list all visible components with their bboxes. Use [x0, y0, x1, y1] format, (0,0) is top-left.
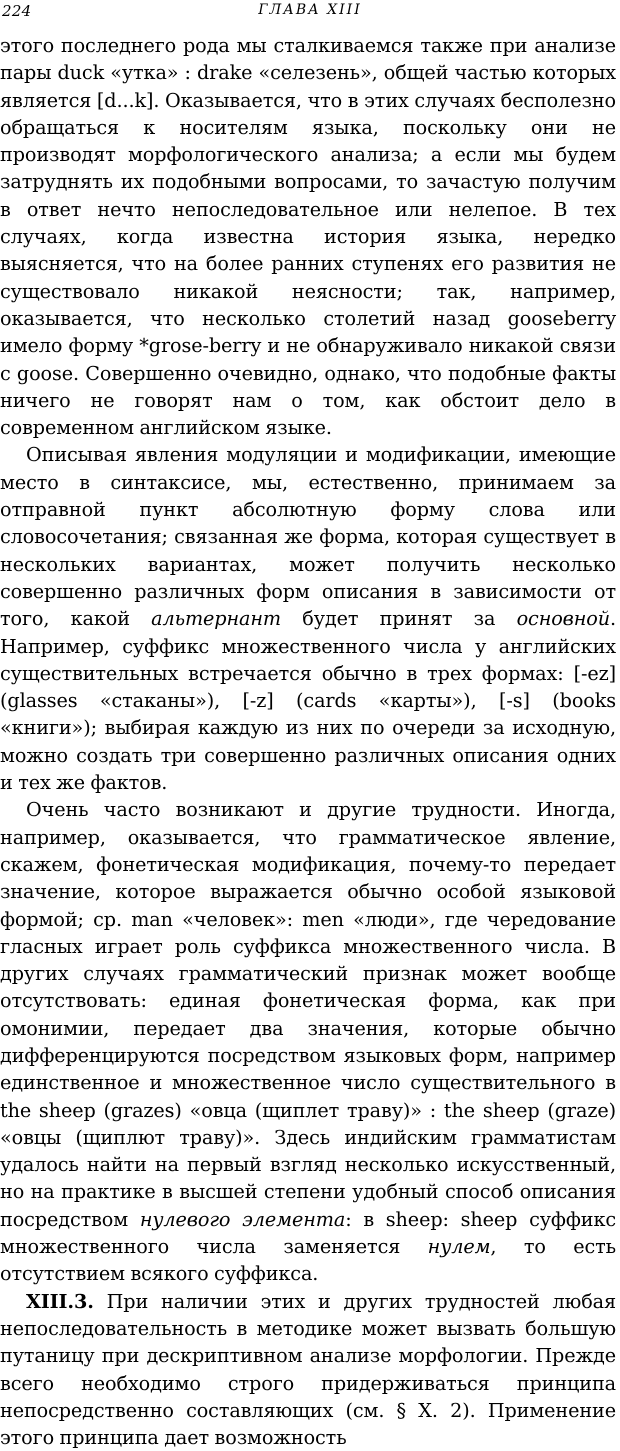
chapter-title: ГЛАВА XIII [258, 2, 362, 18]
paragraph-3-text-3: , то есть отсутствием всякого суффикса. [0, 1235, 616, 1286]
term-alternant: альтернант [151, 607, 281, 631]
paragraph-1-text: этого последнего рода мы сталкиваемся также при анализе пары duck «утка» : drake «селезень», общей частью которых является [d...k]. Оказывается, что в этих случаях бесполезно обращаться к носителям языка, поскольку они не производят морфологического анализа; а если мы будем затруднять их подобными вопросами, то зачастую получим в ответ нечто непоследовательное или нелепое. В тех случаях, когда известна история языка, нередко выясняется, что на более ранних ступенях его развития не существовало никакой неясности; так, например, оказывается, что несколько столетий назад gooseberry имело форму *grose-berry и не обнаруживало никакой связи с goose. Совершенно очевидно, однако, что подобные факты ничего не говорят нам о том, как обстоит дело в современном английском языке. [0, 34, 616, 440]
term-zero: нулем [427, 1235, 491, 1259]
paragraph-3-text-2: : в sheep: sheep суффикс множественного числа заменяется [0, 1207, 616, 1259]
term-osnovnoi: основной [516, 607, 610, 631]
section-label: XIII.3. [26, 1289, 94, 1313]
paragraph-4-text: При наличии этих и других трудностей любая непоследовательность в методике может вызвать большую путаницу при дескриптивном анализе морфологии. Прежде всего необходимо строго придерживаться принципа непосредственно составляющих (см. § X. 2). Применение этого принципа дает возможность [0, 1289, 616, 1450]
term-zero-element: нулевого элемента [139, 1207, 346, 1231]
paragraph-2-text-1: Описывая явления модуляции и модификации, имеющие место в синтаксисе, мы, естественно, принимаем за отправной пункт абсолютную форму слова или словосочетания; связанная же форма, которая существует в нескольких вариантах, может получить несколько совершенно различных форм описания в зависимости от того, какой [0, 443, 616, 631]
running-head [0, 2, 620, 24]
paragraph-3 [0, 796, 616, 1287]
paragraph-1 [0, 32, 616, 441]
paragraph-3-text-1: Очень часто возникают и другие трудности. Иногда, например, оказывается, что грамматическое явление, скажем, фонетическая модификация, почему-то передает значение, которое выражается обычно особой языковой формой; ср. man «человек»: men «люди», где чередование гласных играет роль суффикса множественного числа. В других случаях грамматический признак может вообще отсутствовать: единая фонетическая форма, как при омонимии, передает два значения, которые обычно дифференцируются посредством языковых форм, например единственное и множественное число существительного в the sheep (grazes) «овца (щиплет траву)» : the sheep (graze) «овцы (щиплют траву)». Здесь индийским грамматистам удалось найти на первый взгляд несколько искусственный, но на практике в высшей степени удобный способ описания посредством [0, 798, 616, 1231]
paragraph-2-text-3: . Например, суффикс множественного числа у английских существительных встречается обычно в трех формах: [-ez] (glasses «стаканы»), [-z] (cards «карты»), [-s] (books «книги»); выбирая каждую из них по очереди за исходную, можно создать три совершенно различных описания одних и тех же фактов. [0, 607, 616, 795]
paragraph-2-text-2: будет принят за [281, 607, 517, 631]
paragraph-4 [0, 1288, 616, 1451]
body-text [0, 32, 616, 1451]
page-number: 224 [2, 2, 32, 20]
paragraph-2 [0, 441, 616, 796]
